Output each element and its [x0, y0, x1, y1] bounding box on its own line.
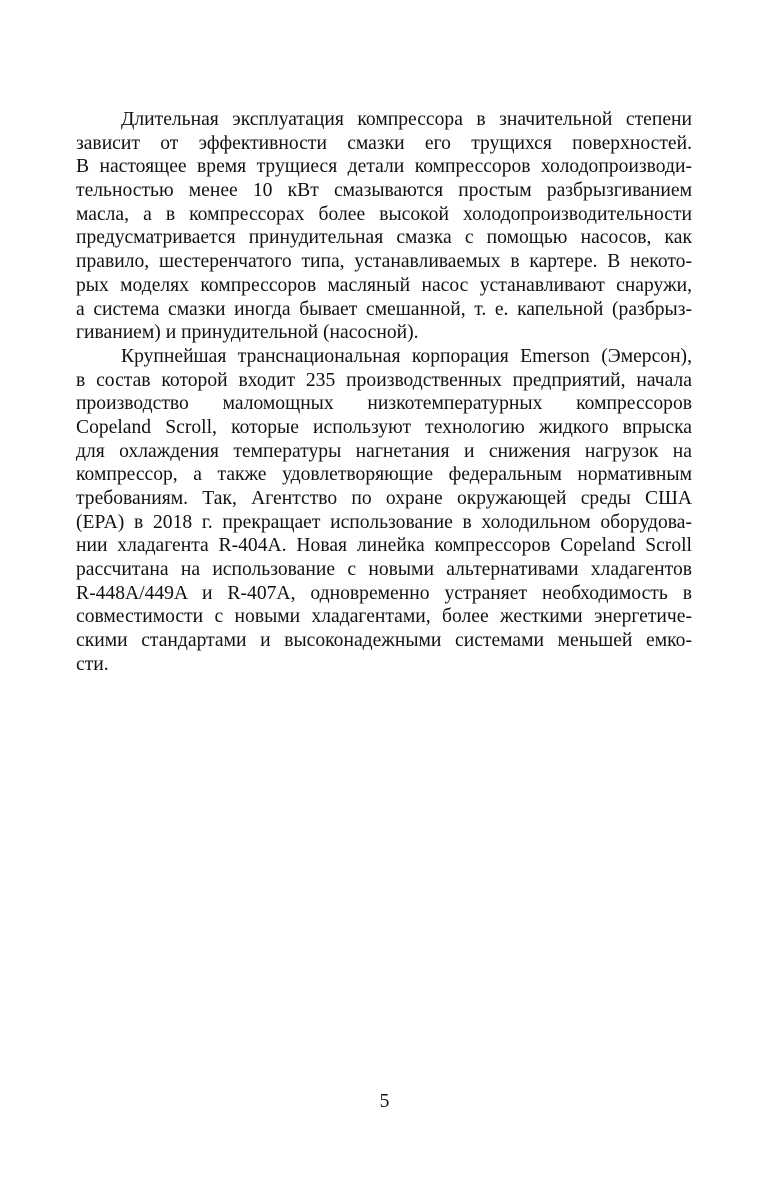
paragraph-2 — [76, 345, 692, 677]
text-line: Copeland Scroll, которые используют технологию жидкого впрыска — [76, 416, 692, 438]
text-line: Длительная эксплуатация компрессора в значительной степени — [121, 109, 692, 130]
text-line: компрессор, а также удовлетворяющие федеральным нормативным — [76, 464, 692, 486]
text-line: R-448A/449A и R-407A, одновременно устраняет необходимость в — [76, 582, 692, 604]
text-line: рассчитана на использование с новыми альтернативами хладагентов — [76, 559, 692, 581]
page-number: 5 — [379, 1091, 390, 1112]
text-line: для охлаждения температуры нагнетания и снижения нагрузок на — [76, 440, 692, 462]
text-line: тельностью менее 10 кВт смазываются простым разбрызгиванием — [76, 180, 692, 202]
text-line: совместимости с новыми хладагентами, более жесткими энергетиче- — [76, 606, 692, 628]
text-line: масла, а в компрессорах более высокой холодопроизводительности — [76, 203, 692, 225]
text-line: скими стандартами и высоконадежными системами меньшей емко- — [76, 630, 692, 652]
text-line: В настоящее время трущиеся детали компрессоров холодопроизводи- — [76, 156, 692, 178]
text-line: правило, шестеренчатого типа, устанавливаемых в картере. В некото- — [76, 251, 692, 273]
text-line: производство маломощных низкотемпературных компрессоров — [76, 393, 692, 415]
body-text — [76, 108, 692, 677]
text-line: нии хладагента R-404A. Новая линейка компрессоров Copeland Scroll — [76, 535, 692, 557]
text-line: зависит от эффективности смазки его трущихся поверхностей. — [76, 132, 692, 154]
paragraph-1 — [76, 108, 692, 345]
text-line: а система смазки иногда бывает смешанной, т. е. капельной (разбрыз- — [76, 298, 692, 320]
text-line: гиванием) и принудительной (насосной). — [76, 322, 419, 344]
text-line: предусматривается принудительная смазка с помощью насосов, как — [76, 227, 692, 249]
text-line: сти. — [76, 653, 109, 675]
text-line: в состав которой входит 235 производственных предприятий, начала — [76, 369, 692, 391]
text-line: Крупнейшая транснациональная корпорация Emerson (Эмерсон), — [121, 345, 692, 367]
text-line: (EPA) в 2018 г. прекращает использование в холодильном оборудова- — [76, 511, 692, 533]
text-line: требованиям. Так, Агентство по охране окружающей среды США — [76, 488, 692, 509]
text-line: рых моделях компрессоров масляный насос устанавливают снаружи, — [76, 274, 692, 296]
